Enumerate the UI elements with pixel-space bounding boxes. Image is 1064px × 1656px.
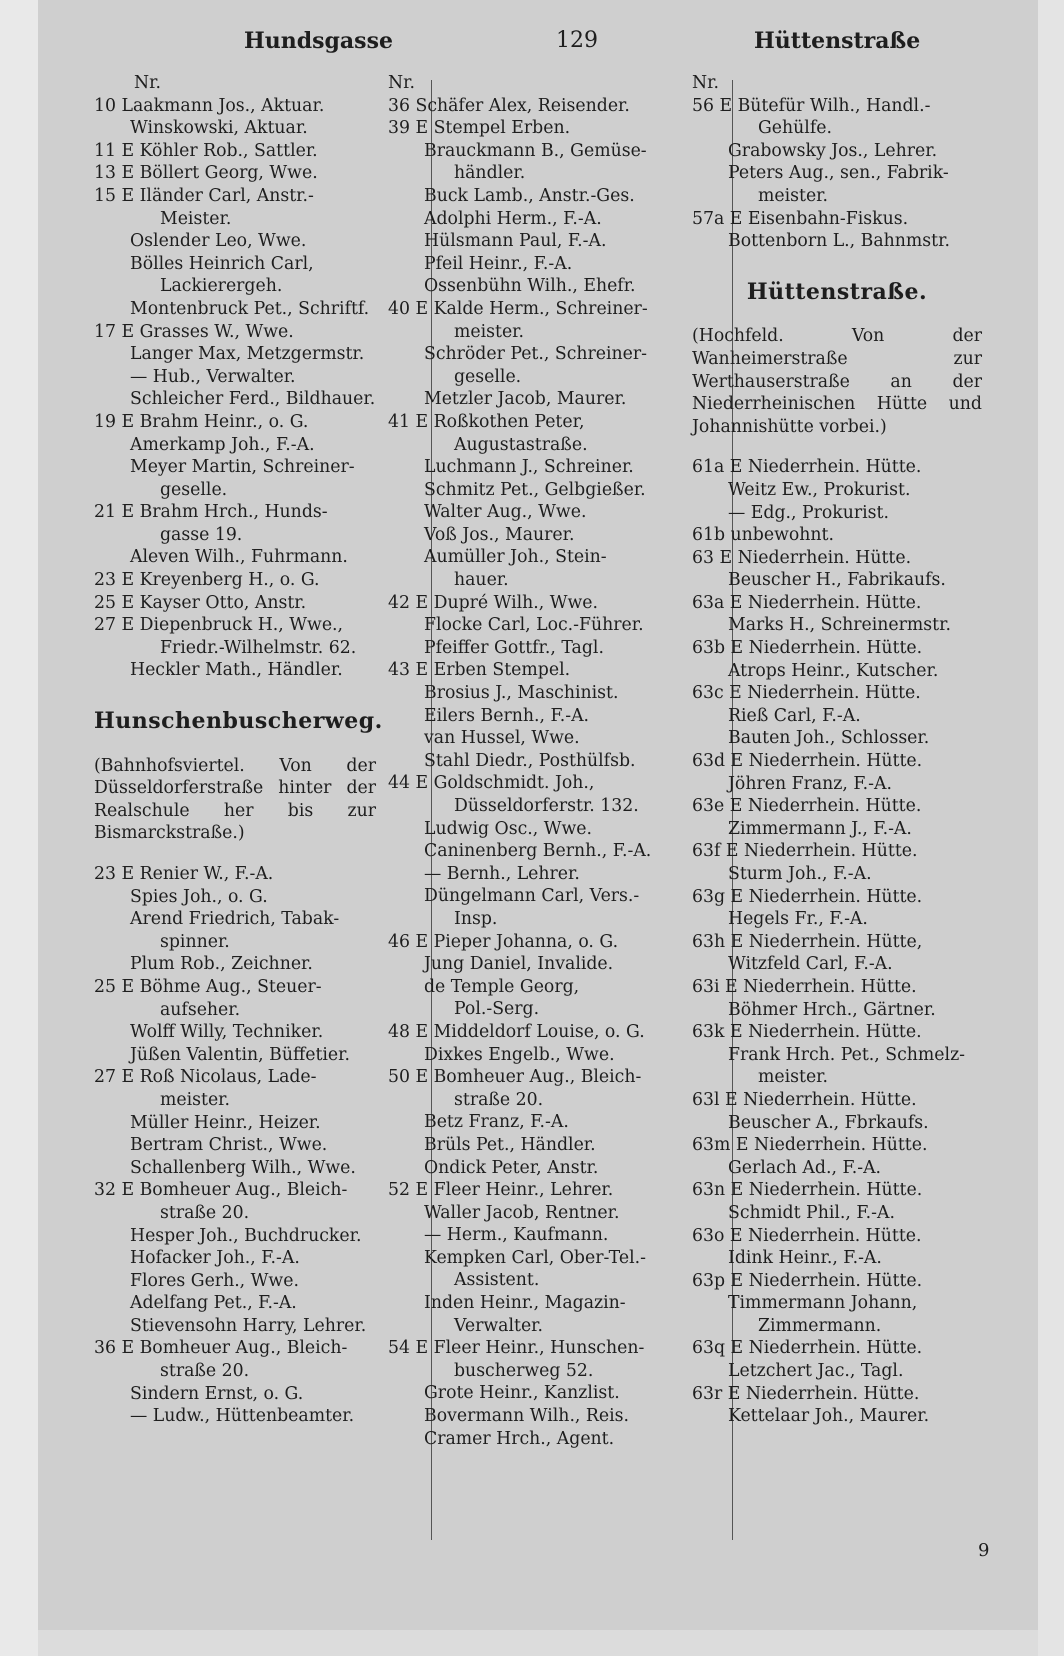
header-right-street: Hüttenstraße — [754, 28, 921, 54]
directory-entry: Meyer Martin, Schreiner- — [130, 457, 355, 478]
directory-entry: 17 E Grasses W., Wwe. — [94, 321, 294, 342]
footer-page-number: 9 — [978, 1540, 990, 1561]
directory-entry: Ludwig Osc., Wwe. — [424, 818, 593, 839]
directory-entry: Eilers Bernh., F.-A. — [424, 705, 590, 726]
directory-entry: Sturm Joh., F.-A. — [728, 864, 872, 884]
directory-entry: Hesper Joh., Buchdrucker. — [130, 1225, 362, 1246]
directory-entry: 27 E Diepenbruck H., Wwe., — [94, 615, 344, 636]
directory-entry: Schröder Pet., Schreiner- — [424, 344, 647, 365]
directory-entry: 63d E Niederrhein. Hütte. — [692, 751, 923, 772]
street-heading: Hunschenbuscherweg. — [94, 708, 383, 735]
directory-entry: Langer Max, Metzgermstr. — [130, 344, 365, 365]
directory-entry: 63e E Niederrhein. Hütte. — [692, 796, 922, 817]
directory-entry: Marks H., Schreinermstr. — [728, 615, 951, 636]
directory-entry: 40 E Kalde Herm., Schreiner- — [388, 298, 648, 319]
directory-entry: Amerkamp Joh., F.-A. — [130, 434, 315, 455]
directory-entry: Ondick Peter, Anstr. — [424, 1157, 599, 1178]
directory-entry: gasse 19. — [160, 524, 243, 545]
directory-entry: Grabowsky Jos., Lehrer. — [728, 140, 938, 161]
directory-entry: straße 20. — [454, 1089, 544, 1110]
directory-entry: geselle. — [160, 479, 228, 500]
directory-entry: 63h E Niederrhein. Hütte, — [692, 931, 923, 952]
directory-entry: Cramer Hrch., Agent. — [424, 1428, 615, 1449]
directory-entry: Adelfang Pet., F.-A. — [130, 1293, 297, 1314]
directory-entry: — Edg., Prokurist. — [728, 502, 889, 523]
directory-entry: Gerlach Ad., F.-A. — [728, 1157, 882, 1178]
directory-entry: 32 E Bomheuer Aug., Bleich- — [94, 1180, 348, 1201]
directory-entry: meister. — [758, 1067, 829, 1088]
directory-entry: Brauckmann B., Gemüse- — [424, 140, 647, 161]
directory-entry: 56 E Bütefür Wilh., Handl.- — [692, 95, 931, 116]
directory-entry: 25 E Böhme Aug., Steuer- — [94, 976, 322, 997]
directory-entry: Bovermann Wilh., Reis. — [424, 1406, 630, 1427]
directory-entry: Dixkes Engelb., Wwe. — [424, 1044, 615, 1065]
street-description: (Bahnhofsviertel. Von der Düsseldorferstraße hinter der Realschule her bis zur Bismarckstraße.) — [94, 755, 376, 844]
directory-entry: 39 E Stempel Erben. — [388, 118, 571, 139]
directory-entry: 42 E Dupré Wilh., Wwe. — [388, 592, 599, 613]
directory-entry: Caninenberg Bernh., F.-A. — [424, 841, 652, 862]
directory-entry: Adolphi Herm., F.-A. — [424, 208, 602, 229]
directory-entry: Düngelmann Carl, Vers.- — [424, 886, 640, 907]
directory-entry: Buck Lamb., Anstr.-Ges. — [424, 185, 635, 206]
directory-entry: Jung Daniel, Invalide. — [424, 954, 614, 975]
directory-entry: Pol.-Serg. — [454, 999, 540, 1020]
directory-entry: 11 E Köhler Rob., Sattler. — [94, 140, 318, 161]
directory-entry: Pfeil Heinr., F.-A. — [424, 253, 573, 274]
directory-entry: buscherweg 52. — [454, 1360, 594, 1381]
directory-entry: Schmidt Phil., F.-A. — [728, 1202, 895, 1223]
directory-entry: 63i E Niederrhein. Hütte. — [692, 976, 917, 997]
directory-entry: straße 20. — [160, 1202, 250, 1223]
running-header — [94, 28, 921, 62]
directory-entry: Hülsmann Paul, F.-A. — [424, 231, 607, 252]
column-3 — [692, 72, 982, 1428]
directory-entry: Oslender Leo, Wwe. — [130, 231, 307, 252]
directory-entry: 50 E Bomheuer Aug., Bleich- — [388, 1067, 642, 1088]
directory-entry: Frank Hrch. Pet., Schmelz- — [728, 1044, 966, 1065]
directory-entry: Jöhren Franz, F.-A. — [728, 773, 892, 794]
directory-entry: — Herm., Kaufmann. — [424, 1225, 609, 1246]
directory-entry: Nr. — [134, 73, 161, 93]
directory-entry: Nr. — [692, 73, 719, 93]
column-1 — [94, 72, 383, 1428]
directory-entry: — Ludw., Hüttenbeamter. — [130, 1406, 355, 1427]
directory-entry: Wolff Willy, Techniker. — [130, 1022, 324, 1043]
directory-entry: Müller Heinr., Heizer. — [130, 1112, 321, 1133]
directory-entry: Bertram Christ., Wwe. — [130, 1135, 328, 1156]
directory-entry: Brüls Pet., Händler. — [424, 1134, 596, 1155]
directory-entry: Beuscher H., Fabrikaufs. — [728, 570, 946, 591]
directory-entry: Hegels Fr., F.-A. — [728, 909, 868, 930]
directory-entry: Bauten Joh., Schlosser. — [728, 728, 930, 749]
directory-entry: 48 E Middeldorf Louise, o. G. — [388, 1021, 645, 1042]
directory-entry: Flocke Carl, Loc.-Führer. — [424, 615, 644, 636]
directory-entry: Waller Jacob, Rentner. — [424, 1202, 620, 1223]
directory-entry: Flores Gerh., Wwe. — [130, 1270, 299, 1291]
directory-entry: Nr. — [388, 73, 415, 93]
directory-entry: Arend Friedrich, Tabak- — [130, 909, 340, 930]
directory-entry: 63f E Niederrhein. Hütte. — [692, 841, 918, 862]
directory-entry: 63c E Niederrhein. Hütte. — [692, 683, 921, 704]
directory-entry: Plum Rob., Zeichner. — [130, 954, 313, 975]
directory-entry: Assistent. — [454, 1270, 540, 1291]
directory-entry: händler. — [454, 163, 526, 184]
directory-entry: 21 E Brahm Hrch., Hunds- — [94, 502, 328, 523]
directory-entry: Bölles Heinrich Carl, — [130, 253, 314, 274]
directory-entry: 25 E Kayser Otto, Anstr. — [94, 592, 307, 613]
street-description: (Hochfeld. Von der Wanheimerstraße zur Werthauserstraße an der Niederrheinischen Hütte und Johannishütte vorbei.) — [692, 326, 982, 437]
directory-entry: spinner. — [160, 931, 230, 952]
directory-entry: Schallenberg Wilh., Wwe. — [130, 1157, 356, 1178]
document-page — [38, 0, 1038, 1630]
directory-entry: 19 E Brahm Heinr., o. G. — [94, 411, 309, 432]
directory-entry: Kempken Carl, Ober-Tel.- — [424, 1247, 646, 1268]
directory-entry: 52 E Fleer Heinr., Lehrer. — [388, 1180, 614, 1201]
directory-entry: Meister. — [160, 208, 232, 229]
directory-entry: 57a E Eisenbahn-Fiskus. — [692, 208, 909, 229]
directory-entry: 36 E Bomheuer Aug., Bleich- — [94, 1338, 348, 1359]
directory-entry: Hofacker Joh., F.-A. — [130, 1248, 300, 1269]
directory-entry: 36 Schäfer Alex, Reisender. — [388, 95, 630, 116]
directory-entry: 13 E Böllert Georg, Wwe. — [94, 163, 318, 184]
directory-entry: straße 20. — [160, 1361, 250, 1382]
directory-entry: Bottenborn L., Bahnmstr. — [728, 231, 950, 252]
directory-entry: Schmitz Pet., Gelbgießer. — [424, 479, 646, 500]
directory-entry: Atrops Heinr., Kutscher. — [728, 660, 939, 681]
directory-entry: Düsseldorferstr. 132. — [454, 796, 639, 816]
directory-entry: 61b unbewohnt. — [692, 525, 834, 546]
directory-entry: 23 E Renier W., F.-A. — [94, 864, 274, 884]
directory-entry: 46 E Pieper Johanna, o. G. — [388, 931, 619, 952]
directory-entry: geselle. — [454, 366, 522, 387]
directory-entry: 27 E Roß Nicolaus, Lade- — [94, 1067, 317, 1088]
directory-entry: 15 E Iländer Carl, Anstr.- — [94, 185, 314, 206]
directory-entry: 63q E Niederrhein. Hütte. — [692, 1338, 923, 1359]
directory-entry: Metzler Jacob, Maurer. — [424, 389, 627, 410]
page-right-margin — [1038, 0, 1064, 1656]
directory-entry: meister. — [454, 321, 525, 342]
directory-entry: 44 E Goldschmidt. Joh., — [388, 773, 595, 794]
directory-entry: Witzfeld Carl, F.-A. — [728, 954, 893, 975]
directory-entry: Lackierergeh. — [160, 276, 283, 297]
directory-entry: Spies Joh., o. G. — [130, 886, 268, 907]
directory-entry: — Bernh., Lehrer. — [424, 863, 580, 884]
directory-entry: Gehülfe. — [758, 118, 832, 139]
directory-entry: 61a E Niederrhein. Hütte. — [692, 457, 922, 478]
directory-entry: Winskowski, Aktuar. — [130, 118, 308, 139]
directory-entry: Pfeiffer Gottfr., Tagl. — [424, 637, 604, 658]
directory-entry: Rieß Carl, F.-A. — [728, 705, 861, 726]
directory-entry: Walter Aug., Wwe. — [424, 502, 587, 523]
directory-entry: Beuscher A., Fbrkaufs. — [728, 1112, 929, 1133]
directory-entry: Insp. — [454, 908, 498, 929]
directory-entry: 63m E Niederrhein. Hütte. — [692, 1135, 928, 1156]
directory-entry: 63l E Niederrhein. Hütte. — [692, 1089, 917, 1110]
directory-entry: Jüßen Valentin, Büffetier. — [130, 1044, 351, 1065]
directory-entry: 54 E Fleer Heinr., Hunschen- — [388, 1338, 645, 1359]
directory-entry: Verwalter. — [454, 1315, 544, 1336]
directory-entry: Kettelaar Joh., Maurer. — [728, 1406, 930, 1427]
directory-entry: Voß Jos., Maurer. — [424, 524, 575, 545]
directory-entry: 63g E Niederrhein. Hütte. — [692, 886, 923, 907]
header-page-number: 129 — [556, 28, 598, 53]
directory-entry: Letzchert Jac., Tagl. — [728, 1361, 904, 1382]
directory-entry: 63 E Niederrhein. Hütte. — [692, 547, 912, 568]
directory-entry: Idink Heinr., F.-A. — [728, 1248, 882, 1269]
directory-entry: Stahl Diedr., Posthülfsb. — [424, 750, 636, 771]
directory-entry: Augustastraße. — [454, 434, 588, 455]
directory-entry: 63p E Niederrhein. Hütte. — [692, 1270, 923, 1291]
directory-entry: 63o E Niederrhein. Hütte. — [692, 1225, 922, 1246]
directory-entry: Heckler Math., Händler. — [130, 660, 343, 681]
directory-entry: — Hub., Verwalter. — [130, 366, 296, 387]
directory-entry: 63b E Niederrhein. Hütte. — [692, 638, 923, 659]
header-left-street: Hundsgasse — [244, 28, 393, 54]
directory-entry: Aumüller Joh., Stein- — [424, 547, 607, 568]
directory-entry: Weitz Ew., Prokurist. — [728, 479, 911, 500]
directory-entry: 63n E Niederrhein. Hütte. — [692, 1180, 923, 1201]
directory-entry: Schleicher Ferd., Bildhauer. — [130, 389, 376, 410]
directory-entry: 63k E Niederrhein. Hütte. — [692, 1022, 922, 1043]
directory-entry: de Temple Georg, — [424, 976, 580, 997]
directory-entry: Betz Franz, F.-A. — [424, 1112, 569, 1133]
directory-entry: 63r E Niederrhein. Hütte. — [692, 1383, 920, 1404]
directory-entry: Ossenbühn Wilh., Ehefr. — [424, 276, 636, 297]
page-left-margin — [0, 0, 38, 1656]
directory-entry: 41 E Roßkothen Peter, — [388, 411, 585, 432]
directory-entry: Brosius J., Maschinist. — [424, 683, 619, 704]
directory-entry: Böhmer Hrch., Gärtner. — [728, 999, 936, 1020]
directory-entry: Montenbruck Pet., Schriftf. — [130, 298, 370, 319]
directory-entry: 10 Laakmann Jos., Aktuar. — [94, 95, 325, 116]
directory-entry: aufseher. — [160, 999, 241, 1020]
directory-entry: Stievensohn Harry, Lehrer. — [130, 1315, 367, 1336]
directory-entry: Luchmann J., Schreiner. — [424, 457, 634, 478]
directory-entry: Peters Aug., sen., Fabrik- — [728, 163, 949, 184]
directory-entry: Zimmermann. — [758, 1315, 882, 1336]
directory-entry: hauer. — [454, 570, 509, 591]
directory-entry: Timmermann Johann, — [728, 1293, 918, 1314]
column-2 — [388, 72, 672, 1450]
directory-entry: meister. — [160, 1089, 231, 1110]
directory-entry: Grote Heinr., Kanzlist. — [424, 1383, 620, 1404]
directory-entry: Sindern Ernst, o. G. — [130, 1383, 304, 1404]
directory-entry: 23 E Kreyenberg H., o. G. — [94, 570, 320, 591]
directory-entry: Friedr.-Wilhelmstr. 62. — [160, 637, 357, 658]
directory-entry: meister. — [758, 185, 829, 206]
directory-entry: Aleven Wilh., Fuhrmann. — [130, 547, 348, 568]
street-heading: Hüttenstraße. — [746, 278, 928, 305]
directory-entry: Zimmermann J., F.-A. — [728, 818, 912, 839]
directory-entry: 43 E Erben Stempel. — [388, 660, 571, 681]
directory-entry: van Hussel, Wwe. — [424, 728, 580, 749]
directory-entry: 63a E Niederrhein. Hütte. — [692, 592, 922, 613]
directory-entry: Inden Heinr., Magazin- — [424, 1293, 626, 1314]
